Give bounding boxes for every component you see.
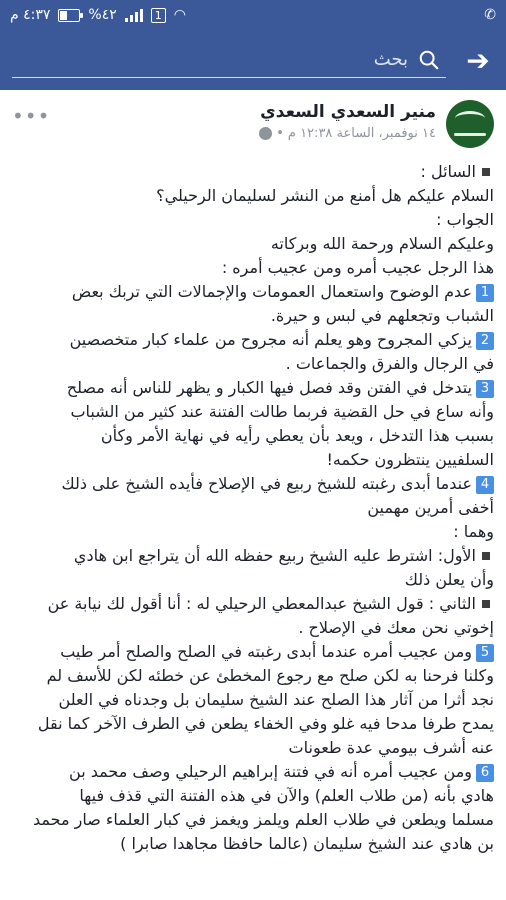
- post-line: [12, 448, 494, 472]
- post-line-text: السلفيين ينتظرون حكمه!: [326, 450, 494, 469]
- meta-separator: •: [276, 126, 284, 141]
- post-line-text: وكلنا فرحنا به لكن صلح مع رجوع المخطئ عن خطئه لكن للأسف لم: [46, 666, 494, 685]
- post-line: [12, 616, 494, 640]
- signal-icon: [125, 8, 143, 22]
- post-line-text: بسبب هذا التدخل ، ويعد بأن يعطي رأيه في نهاية الأمر وكأن: [100, 426, 494, 445]
- post-line: [12, 592, 494, 616]
- post-line-text: وأن يعلن ذلك: [404, 570, 494, 589]
- post-line: [12, 160, 494, 184]
- search-placeholder: بحث: [373, 49, 408, 70]
- post-line: [12, 760, 494, 784]
- more-options-icon[interactable]: •••: [12, 104, 51, 128]
- post-line: [12, 184, 494, 208]
- number-badge: 1: [476, 284, 494, 302]
- post-line-text: هذا الرجل عجيب أمره ومن عجيب أمره :: [221, 258, 494, 277]
- post-line-text: عندما أبدى رغبته للشيخ ربيع في الإصلاح فأيده الشيخ على ذلك: [61, 474, 472, 493]
- post-line-text: الأول: اشترط عليه الشيخ ربيع حفظه الله أن يتراجع ابن هادي: [73, 546, 476, 565]
- post-line-text: مسلما ويطعن في طلاب العلم ويلمز ويغمز في كبار العلماء صار محمد: [32, 810, 494, 829]
- avatar[interactable]: [446, 100, 494, 148]
- post-line: [12, 736, 494, 760]
- post-line-text: وأنه ساع في حل القضية فربما طالت الفتنة عند كثير من الشباب: [70, 402, 494, 421]
- battery-percent: %٤٢: [88, 7, 117, 23]
- post-line: [12, 832, 494, 856]
- search-icon: [418, 49, 440, 71]
- post-line-text: هادي بأنه (من طلاب العلم) والآن في هذه الفتنة التي قذف فيها: [79, 786, 494, 805]
- bullet-icon: [482, 168, 490, 176]
- post-line: [12, 304, 494, 328]
- post-body: [12, 160, 494, 856]
- number-badge: 2: [476, 332, 494, 350]
- post-line-text: الجواب :: [436, 210, 494, 229]
- post-line-text: ومن عجيب أمره أنه في فتنة إبراهيم الرحيلي وصف محمد بن: [69, 762, 472, 781]
- number-badge: 3: [476, 380, 494, 398]
- post-line: [12, 400, 494, 424]
- globe-icon: [259, 127, 272, 140]
- post-line: [12, 664, 494, 688]
- flag-sword-icon: [454, 133, 486, 136]
- post-line: [12, 280, 494, 304]
- post-line-text: أخفى أمرين مهمين: [367, 498, 494, 517]
- post-line: [12, 712, 494, 736]
- post-line-text: في الرجال والفرق والجماعات .: [285, 354, 494, 373]
- search-bar: [0, 30, 506, 90]
- post-line: [12, 376, 494, 400]
- status-right: [484, 7, 496, 23]
- post-line-text: السائل :: [420, 162, 476, 181]
- back-arrow-icon[interactable]: ➔: [466, 43, 490, 77]
- sim-icon: 1: [151, 8, 166, 23]
- post-line-text: الشباب وتجعلهم في لبس و حيرة.: [270, 306, 494, 325]
- bullet-icon: [482, 552, 490, 560]
- post-line: [12, 328, 494, 352]
- post-line: [12, 568, 494, 592]
- post: [0, 90, 506, 856]
- number-badge: 6: [476, 764, 494, 782]
- post-line-text: يزكي المجروح وهو يعلم أنه مجروح من علماء كبار متخصصين: [69, 330, 472, 349]
- post-line: [12, 784, 494, 808]
- post-line: [12, 688, 494, 712]
- post-line-text: عنه أشرف بيومي عدة طعونات: [288, 738, 494, 757]
- post-line-text: نجد أثرا من آثار هذا الصلح عند الشيخ سليمان بل وجدناه في العلن: [58, 690, 494, 709]
- post-line-text: وعليكم السلام ورحمة الله وبركاته: [270, 234, 494, 253]
- bullet-icon: [482, 600, 490, 608]
- status-left: [10, 7, 186, 23]
- status-bar: [0, 0, 506, 30]
- post-line: [12, 520, 494, 544]
- post-line-text: إخوتي نحن معك في الإصلاح .: [298, 618, 494, 637]
- post-line: [12, 256, 494, 280]
- post-line-text: بن هادي عند الشيخ سليمان (عالما حافظا مجاهدا صابرا ): [120, 834, 494, 853]
- post-line: [12, 208, 494, 232]
- post-line: [12, 544, 494, 568]
- post-line: [12, 424, 494, 448]
- post-line: [12, 352, 494, 376]
- post-line-text: ومن عجيب أمره عندما أبدى رغبته في الصلح والصلح أمر طيب: [60, 642, 472, 661]
- number-badge: 5: [476, 644, 494, 662]
- number-badge: 4: [476, 476, 494, 494]
- wifi-icon: ◠: [173, 7, 186, 23]
- post-line: [12, 472, 494, 496]
- status-time: ٤:٣٧ م: [10, 7, 51, 23]
- post-author[interactable]: منير السعدي السعدي: [260, 102, 436, 122]
- post-timestamp[interactable]: ١٤ نوفمبر، الساعة ١٢:٣٨ م: [287, 126, 436, 141]
- flag-script-icon: [455, 111, 485, 126]
- post-line: [12, 232, 494, 256]
- post-line-text: الثاني : قول الشيخ عبدالمعطي الرحيلي له : أنا أقول لك نيابة عن: [47, 594, 476, 613]
- post-line-text: يمدح طرفا مدحا فيه غلو وفي الخفاء يطعن في الطرف الآخر كما نقل: [37, 714, 494, 733]
- post-line-text: عدم الوضوح واستعمال العمومات والإجمالات التي تربك بعض: [71, 282, 472, 301]
- battery-icon: [58, 9, 80, 22]
- post-line-text: وهما :: [453, 522, 494, 541]
- search-input[interactable]: [12, 43, 446, 78]
- post-line: [12, 496, 494, 520]
- post-line-text: يتدخل في الفتن وقد فصل فيها الكبار و يظهر للناس أنه مصلح: [66, 378, 472, 397]
- post-line-text: السلام عليكم هل أمنع من النشر لسليمان الرحيلي؟: [156, 186, 494, 205]
- post-author-block: [259, 100, 436, 141]
- post-header: [12, 100, 494, 148]
- post-line: [12, 640, 494, 664]
- phone-icon: ✆: [484, 7, 496, 23]
- post-meta: [259, 126, 436, 141]
- post-line: [12, 808, 494, 832]
